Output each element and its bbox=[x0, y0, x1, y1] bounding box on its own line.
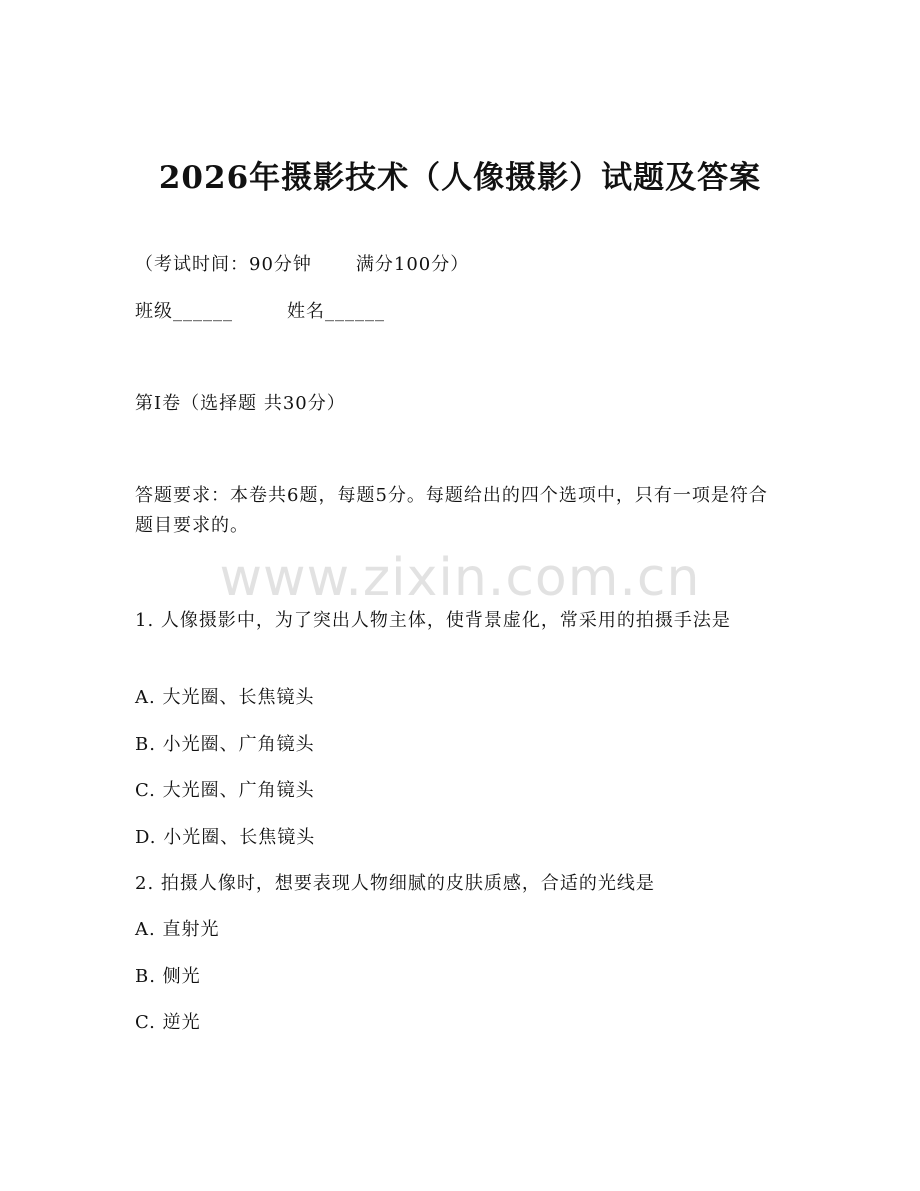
page-title: 2026年摄影技术（人像摄影）试题及答案 bbox=[158, 160, 762, 196]
student-fields bbox=[135, 297, 385, 327]
question-2-option-a: A. 直射光 bbox=[135, 919, 220, 940]
section-title: 第Ⅰ卷（选择题 共30分） bbox=[135, 393, 346, 414]
instructions: 答题要求：本卷共6题，每题5分。每题给出的四个选项中，只有一项是符合题目要求的。 bbox=[135, 485, 768, 536]
question-1-stem: 1. 人像摄影中，为了突出人物主体，使背景虚化，常采用的拍摄手法是 bbox=[135, 610, 731, 631]
watermark: www.zixin.com.cn bbox=[219, 548, 701, 608]
exam-info bbox=[135, 250, 469, 280]
question-2-option-b: B. 侧光 bbox=[135, 966, 201, 987]
question-2-stem: 2. 拍摄人像时，想要表现人物细腻的皮肤质感，合适的光线是 bbox=[135, 873, 655, 894]
question-1-option-a: A. 大光圈、长焦镜头 bbox=[135, 687, 315, 708]
exam-score: 满分100分） bbox=[355, 254, 470, 275]
question-1-option-b: B. 小光圈、广角镜头 bbox=[135, 734, 315, 755]
name-field: 姓名______ bbox=[287, 301, 385, 322]
question-1-option-c: C. 大光圈、广角镜头 bbox=[135, 780, 315, 801]
question-2-option-c: C. 逆光 bbox=[135, 1012, 201, 1033]
exam-time: （考试时间：90分钟 bbox=[135, 254, 312, 275]
question-1-option-d: D. 小光圈、长焦镜头 bbox=[135, 827, 316, 848]
class-field: 班级______ bbox=[135, 301, 233, 322]
